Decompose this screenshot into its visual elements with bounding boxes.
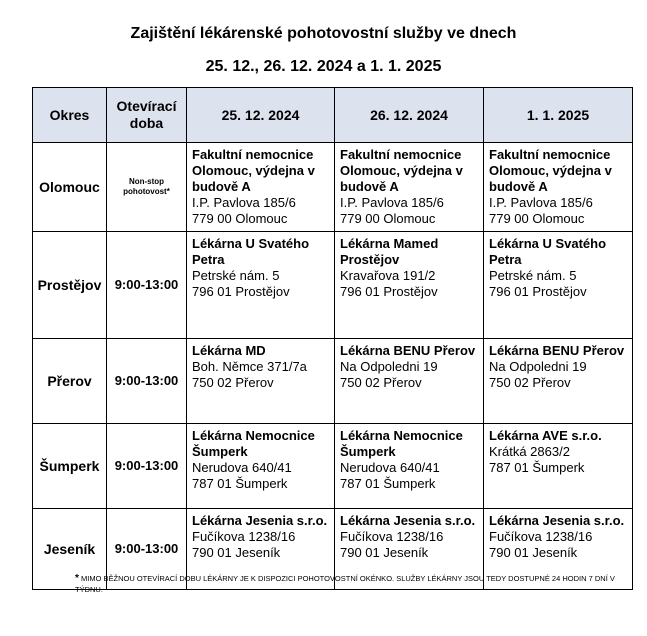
pharmacy-cell	[335, 232, 484, 339]
pharmacy-cell	[335, 143, 484, 232]
pharmacy-cell	[335, 339, 484, 424]
pharmacy-city: 790 01 Jeseník	[489, 545, 578, 560]
pharmacy-street: Fučíkova 1238/16	[192, 529, 296, 544]
pharmacy-city: 750 02 Přerov	[489, 375, 571, 390]
pharmacy-street: I.P. Pavlova 185/6	[489, 195, 593, 210]
pharmacy-city: 796 01 Prostějov	[489, 284, 587, 299]
district-name: Jeseník	[33, 509, 107, 590]
pharmacy-name: Lékárna Mamed Prostějov	[340, 236, 439, 267]
district-name: Přerov	[33, 339, 107, 424]
pharmacy-city: 750 02 Přerov	[340, 375, 422, 390]
pharmacy-name: Lékárna MD	[192, 343, 266, 358]
pharmacy-name: Fakultní nemocnice Olomouc, výdejna v budově A	[340, 147, 463, 194]
pharmacy-street: Boh. Němce 371/7a	[192, 359, 307, 374]
pharmacy-cell	[484, 143, 633, 232]
pharmacy-street: Petrské nám. 5	[192, 268, 280, 283]
pharmacy-street: Fučíkova 1238/16	[489, 529, 593, 544]
pharmacy-city: 779 00 Olomouc	[192, 211, 288, 226]
pharmacy-name: Lékárna Nemocnice Šumperk	[340, 428, 463, 459]
pharmacy-street: Na Odpoledni 19	[489, 359, 587, 374]
pharmacy-street: Krátká 2863/2	[489, 444, 570, 459]
pharmacy-street: Petrské nám. 5	[489, 268, 577, 283]
table-row-sumperk	[33, 424, 633, 509]
pharmacy-cell	[484, 232, 633, 339]
table-row-prerov	[33, 339, 633, 424]
header-date-1: 25. 12. 2024	[187, 88, 335, 143]
pharmacy-cell	[187, 143, 335, 232]
pharmacy-name: Lékárna Jesenia s.r.o.	[340, 513, 476, 528]
pharmacy-street: I.P. Pavlova 185/6	[340, 195, 444, 210]
opening-hours: 9:00-13:00	[107, 509, 187, 590]
document-title: Zajištění lékárenské pohotovostní služby ve dnech	[130, 25, 517, 42]
pharmacy-name: Lékárna BENU Přerov	[340, 343, 476, 358]
district-name: Šumperk	[33, 424, 107, 509]
pharmacy-schedule-table	[32, 87, 633, 590]
footnote	[75, 573, 615, 595]
pharmacy-city: 787 01 Šumperk	[489, 460, 585, 475]
header-date-3: 1. 1. 2025	[484, 88, 633, 143]
pharmacy-street: Nerudova 640/41	[340, 460, 440, 475]
pharmacy-city: 790 01 Jeseník	[192, 545, 281, 560]
pharmacy-cell	[484, 339, 633, 424]
pharmacy-street: Fučíkova 1238/16	[340, 529, 444, 544]
pharmacy-name: Lékárna AVE s.r.o.	[489, 428, 602, 443]
pharmacy-cell	[484, 424, 633, 509]
pharmacy-street: Na Odpoledni 19	[340, 359, 438, 374]
pharmacy-cell	[187, 339, 335, 424]
pharmacy-city: 796 01 Prostějov	[340, 284, 438, 299]
header-okres: Okres	[33, 88, 107, 143]
opening-hours: Non-stop pohotovost*	[107, 143, 187, 232]
table-row-olomouc	[33, 143, 633, 232]
pharmacy-city: 779 00 Olomouc	[340, 211, 436, 226]
district-name: Olomouc	[33, 143, 107, 232]
pharmacy-street: I.P. Pavlova 185/6	[192, 195, 296, 210]
document-subtitle-dates: 25. 12., 26. 12. 2024 a 1. 1. 2025	[205, 58, 442, 75]
pharmacy-city: 750 02 Přerov	[192, 375, 274, 390]
pharmacy-city: 796 01 Prostějov	[192, 284, 290, 299]
district-name: Prostějov	[33, 232, 107, 339]
pharmacy-city: 787 01 Šumperk	[192, 476, 288, 491]
pharmacy-name: Lékárna Jesenia s.r.o.	[192, 513, 328, 528]
pharmacy-cell	[187, 232, 335, 339]
pharmacy-city: 779 00 Olomouc	[489, 211, 585, 226]
pharmacy-name: Lékárna BENU Přerov	[489, 343, 625, 358]
pharmacy-name: Lékárna Nemocnice Šumperk	[192, 428, 315, 459]
pharmacy-street: Nerudova 640/41	[192, 460, 292, 475]
footnote-asterisk: *	[75, 573, 79, 584]
header-oteviraci-doba: Otevírací doba	[107, 88, 187, 143]
table-row-prostejov	[33, 232, 633, 339]
pharmacy-cell	[187, 424, 335, 509]
pharmacy-city: 787 01 Šumperk	[340, 476, 436, 491]
pharmacy-name: Lékárna U Svatého Petra	[192, 236, 310, 267]
opening-hours: 9:00-13:00	[107, 339, 187, 424]
footnote-text: MIMO BĚŽNOU OTEVÍRACÍ DOBU LÉKÁRNY JE K DISPOZICI POHOTOVOSTNÍ OKÉNKO. SLUŽBY LÉKÁRNY JSOU TEDY DOSTUPNÉ 24 HODIN 7 DNÍ V TÝDNU.	[75, 574, 615, 594]
opening-hours: 9:00-13:00	[107, 424, 187, 509]
pharmacy-name: Lékárna Jesenia s.r.o.	[489, 513, 625, 528]
pharmacy-cell	[335, 424, 484, 509]
pharmacy-city: 790 01 Jeseník	[340, 545, 429, 560]
pharmacy-name: Lékárna U Svatého Petra	[489, 236, 607, 267]
pharmacy-street: Kravařova 191/2	[340, 268, 436, 283]
opening-hours: 9:00-13:00	[107, 232, 187, 339]
pharmacy-name: Fakultní nemocnice Olomouc, výdejna v budově A	[489, 147, 612, 194]
header-date-2: 26. 12. 2024	[335, 88, 484, 143]
table-header-row	[33, 88, 633, 143]
pharmacy-name: Fakultní nemocnice Olomouc, výdejna v budově A	[192, 147, 315, 194]
